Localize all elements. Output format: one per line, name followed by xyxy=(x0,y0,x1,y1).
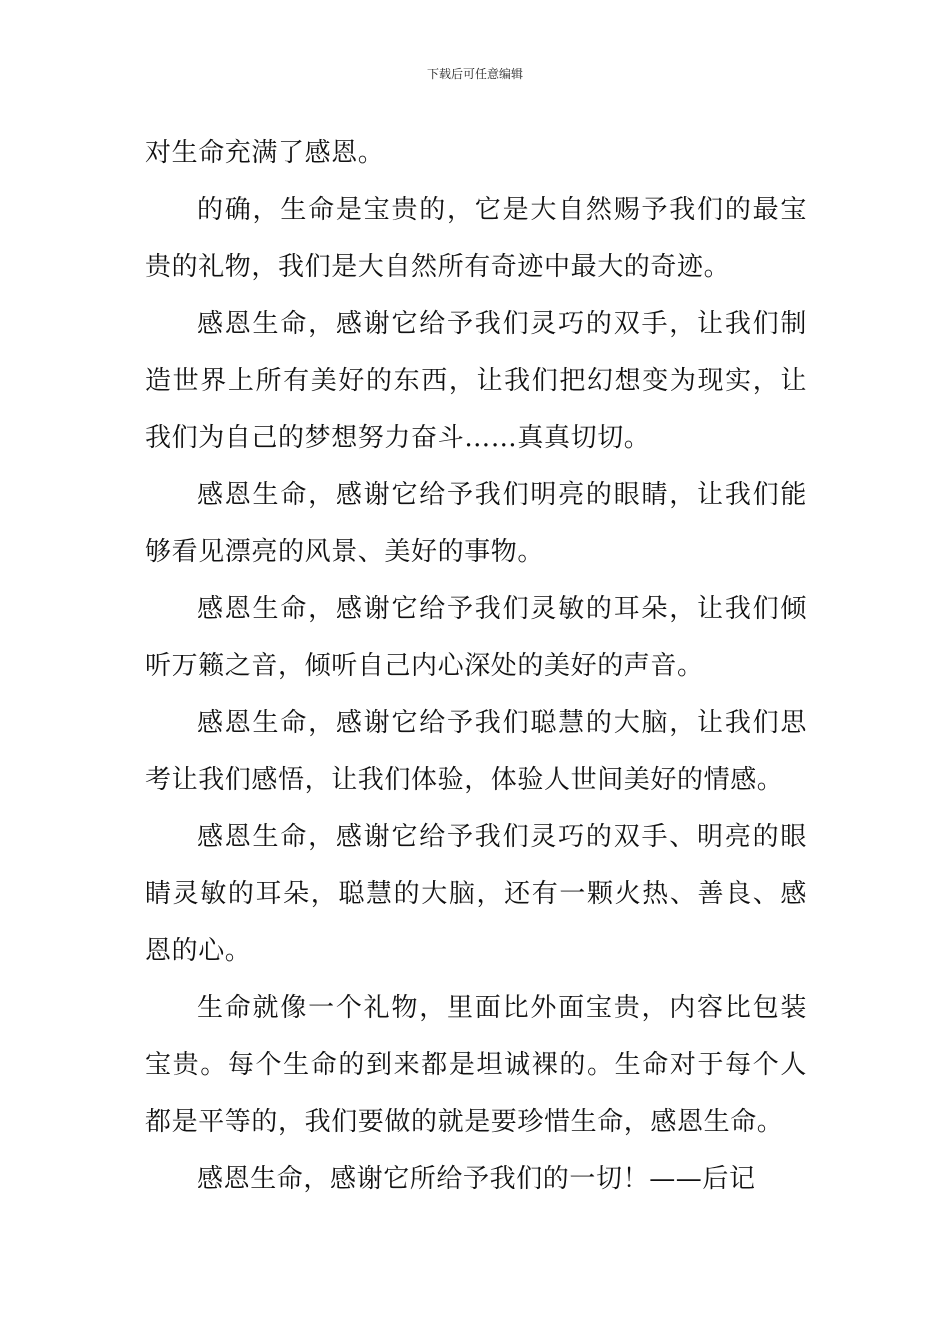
paragraph-eyes: 感恩生命，感谢它给予我们明亮的眼睛，让我们能够看见漂亮的风景、美好的事物。 xyxy=(145,480,807,567)
paragraph-brain: 感恩生命，感谢它给予我们聪慧的大脑，让我们思考让我们感悟，让我们体验，体验人世间美好的情感。 xyxy=(145,708,807,795)
page-header-note: 下载后可任意编辑 xyxy=(426,67,523,81)
paragraph-life-precious: 的确，生命是宝贵的，它是大自然赐予我们的最宝贵的礼物，我们是大自然所有奇迹中最大的奇迹。 xyxy=(145,195,807,282)
paragraph-afterword: 感恩生命，感谢它所给予我们的一切！——后记 xyxy=(197,1164,756,1194)
paragraph-continuation: 对生命充满了感恩。 xyxy=(145,138,385,168)
paragraph-ears: 感恩生命，感谢它给予我们灵敏的耳朵，让我们倾听万籁之音，倾听自己内心深处的美好的声音。 xyxy=(145,594,807,681)
paragraph-hands: 感恩生命，感谢它给予我们灵巧的双手，让我们制造世界上所有美好的东西，让我们把幻想变为现实，让我们为自己的梦想努力奋斗……真真切切。 xyxy=(145,309,807,453)
paragraph-gift: 生命就像一个礼物，里面比外面宝贵，内容比包装宝贵。每个生命的到来都是坦诚裸的。生命对于每个人都是平等的，我们要做的就是要珍惜生命，感恩生命。 xyxy=(145,993,807,1137)
document-body xyxy=(145,125,807,1208)
paragraph-summary: 感恩生命，感谢它给予我们灵巧的双手、明亮的眼睛灵敏的耳朵，聪慧的大脑，还有一颗火热、善良、感恩的心。 xyxy=(145,822,807,966)
